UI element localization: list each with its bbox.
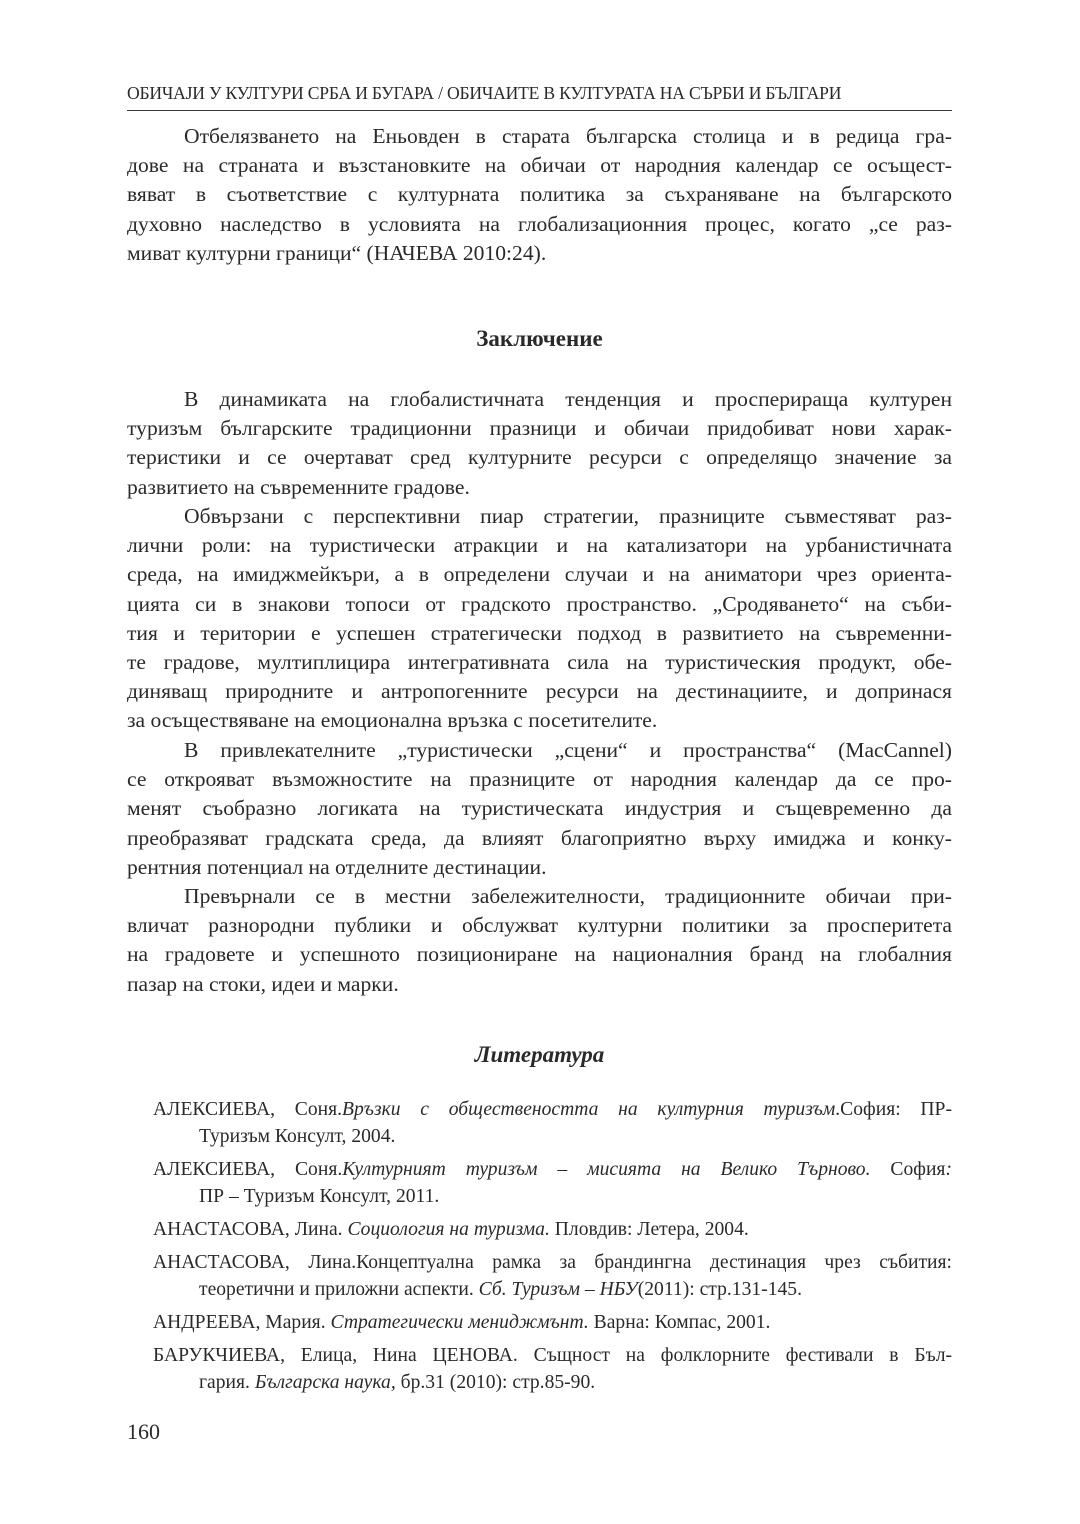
text-line (153, 1369, 952, 1396)
text-line: Обвързани с перспективни пиар стратегии, празниците съвместяват раз- (184, 504, 952, 528)
ref-publisher: Пловдив: Летера, 2004. (549, 1219, 749, 1240)
text-line: рентния потенциал на отделните дестинации. (127, 854, 547, 879)
text-line: АНАСТАСОВА, Лина.Концептуална рамка за брандингна дестинация чрез събития: (153, 1252, 952, 1273)
ref-title: Българска наука, (254, 1372, 396, 1393)
text-line: се открояват възможностите на празниците от народния календар да се про- (127, 767, 952, 792)
running-header: ОБИЧАЈИ У КУЛТУРИ СРБА И БУГАРА / ОБИЧАИТЕ В КУЛТУРАТА НА СЪРБИ И БЪЛГАРИ (127, 83, 842, 103)
text-line (153, 1216, 952, 1243)
ref-title: Сб. Туризъм – НБУ (478, 1279, 638, 1300)
text-line: Превърнали се в местни забележителности, традиционните обичаи при- (184, 884, 952, 908)
ref-subtitle: гария. (199, 1372, 255, 1393)
conclusion-paragraph-3 (127, 736, 952, 882)
ref-pages: бр.31 (2010): стр.85-90. (395, 1372, 596, 1393)
conclusion-heading: Заключение (476, 326, 603, 351)
intro-paragraph (127, 122, 952, 268)
reference-item (153, 1249, 952, 1303)
text-line: ПР – Туризъм Консулт, 2011. (199, 1186, 440, 1207)
ref-author: АНАСТАСОВА, Лина. (153, 1219, 348, 1240)
text-line: вяват в съответствие с културната политика за съхраняване на българското (127, 182, 952, 207)
ref-title: Връзки с обществеността на културния туризъм (342, 1099, 836, 1120)
text-line: духовно наследство в условията на глобализационния процес, когато „се раз- (127, 211, 952, 236)
ref-author: АЛЕКСИЕВА, Соня. (153, 1159, 343, 1180)
reference-item (153, 1342, 952, 1396)
conclusion-paragraph-2 (127, 502, 952, 736)
text-line: преобразяват градската среда, да влияят благоприятно върху имиджа и конку- (127, 825, 952, 850)
text-line: те градове, мултиплицира интегративната сила на туристическия продукт, обе- (127, 650, 952, 675)
text-line: туризъм българските традиционни празници и обичаи придобиват нови харак- (127, 416, 952, 441)
ref-publisher: София (870, 1159, 946, 1180)
text-line: диняващ природните и антропогенните ресурси на дестинациите, и допринася (127, 679, 952, 704)
text-line: на градовете и успешното позициониране на националния бранд на глобалния (127, 942, 952, 967)
text-line (153, 1276, 952, 1303)
ref-colon: : (945, 1159, 952, 1180)
text-line: среда, на имиджмейкъри, а в определени случаи и на аниматори чрез ориента- (127, 562, 952, 587)
text-line: за осъществяване на емоционална връзка с посетителите. (127, 708, 658, 733)
ref-publisher: .София: ПР- (835, 1099, 952, 1120)
text-line: цията си в знакови топоси от градското пространство. „Сродяването“ на съби- (127, 591, 952, 616)
ref-pages: (2011): стр.131-145. (637, 1279, 802, 1300)
reference-item (153, 1156, 952, 1210)
text-line: тия и територии е успешен стратегически подход в развитието на съвременни- (127, 620, 952, 645)
text-line (153, 1096, 952, 1123)
ref-title: Социология на туризма. (347, 1219, 550, 1240)
text-line (153, 1156, 952, 1183)
reference-item (153, 1096, 952, 1150)
text-line (153, 1309, 952, 1336)
ref-publisher: Варна: Компас, 2001. (588, 1312, 771, 1333)
text-line: лични роли: на туристически атракции и на катализатори на урбанистичната (127, 533, 952, 558)
text-line: миват културни граници“ (НАЧЕВА 2010:24). (127, 240, 547, 265)
text-line: дове на страната и възстановките на обичаи от народния календар се осъщест- (127, 153, 952, 178)
page-number: 160 (127, 1419, 160, 1444)
conclusion-paragraph-1 (127, 385, 952, 502)
text-line: развитието на съвременните градове. (127, 474, 470, 499)
text-line: Отбелязването на Еньовден в старата българска столица и в редица гра- (184, 124, 952, 148)
text-line: В динамиката на глобалистичната тенденция и просперираща културен (184, 387, 952, 411)
reference-item (153, 1216, 952, 1243)
header-rule (127, 110, 952, 111)
text-line: пазар на стоки, идеи и марки. (127, 971, 399, 996)
text-line: Туризъм Консулт, 2004. (199, 1126, 396, 1147)
text-line: вличат разнородни публики и обслужват културни политики за просперитета (127, 913, 952, 938)
ref-title: Културният туризъм – мисията на Велико Търново. (342, 1159, 871, 1180)
text-line: менят съобразно логиката на туристическата индустрия и същевременно да (127, 796, 952, 821)
ref-author: АНДРЕЕВА, Мария. (153, 1312, 331, 1333)
text-line: В привлекателните „туристически „сцени“ и пространства“ (MacCannel) (184, 738, 952, 762)
text-line: теристики и се очертават сред културните ресурси с определящо значение за (127, 445, 952, 470)
reference-item (153, 1309, 952, 1336)
references-heading: Литература (474, 1042, 605, 1067)
ref-subtitle: теоретични и приложни аспекти. (199, 1279, 479, 1300)
ref-author: АЛЕКСИЕВА, Соня. (153, 1099, 343, 1120)
conclusion-paragraph-4 (127, 882, 952, 999)
ref-title: Стратегически мениджмънт. (330, 1312, 589, 1333)
text-line: БАРУКЧИЕВА, Елица, Нина ЦЕНОВА. Същност на фолклорните фестивали в Бъл- (153, 1345, 952, 1366)
